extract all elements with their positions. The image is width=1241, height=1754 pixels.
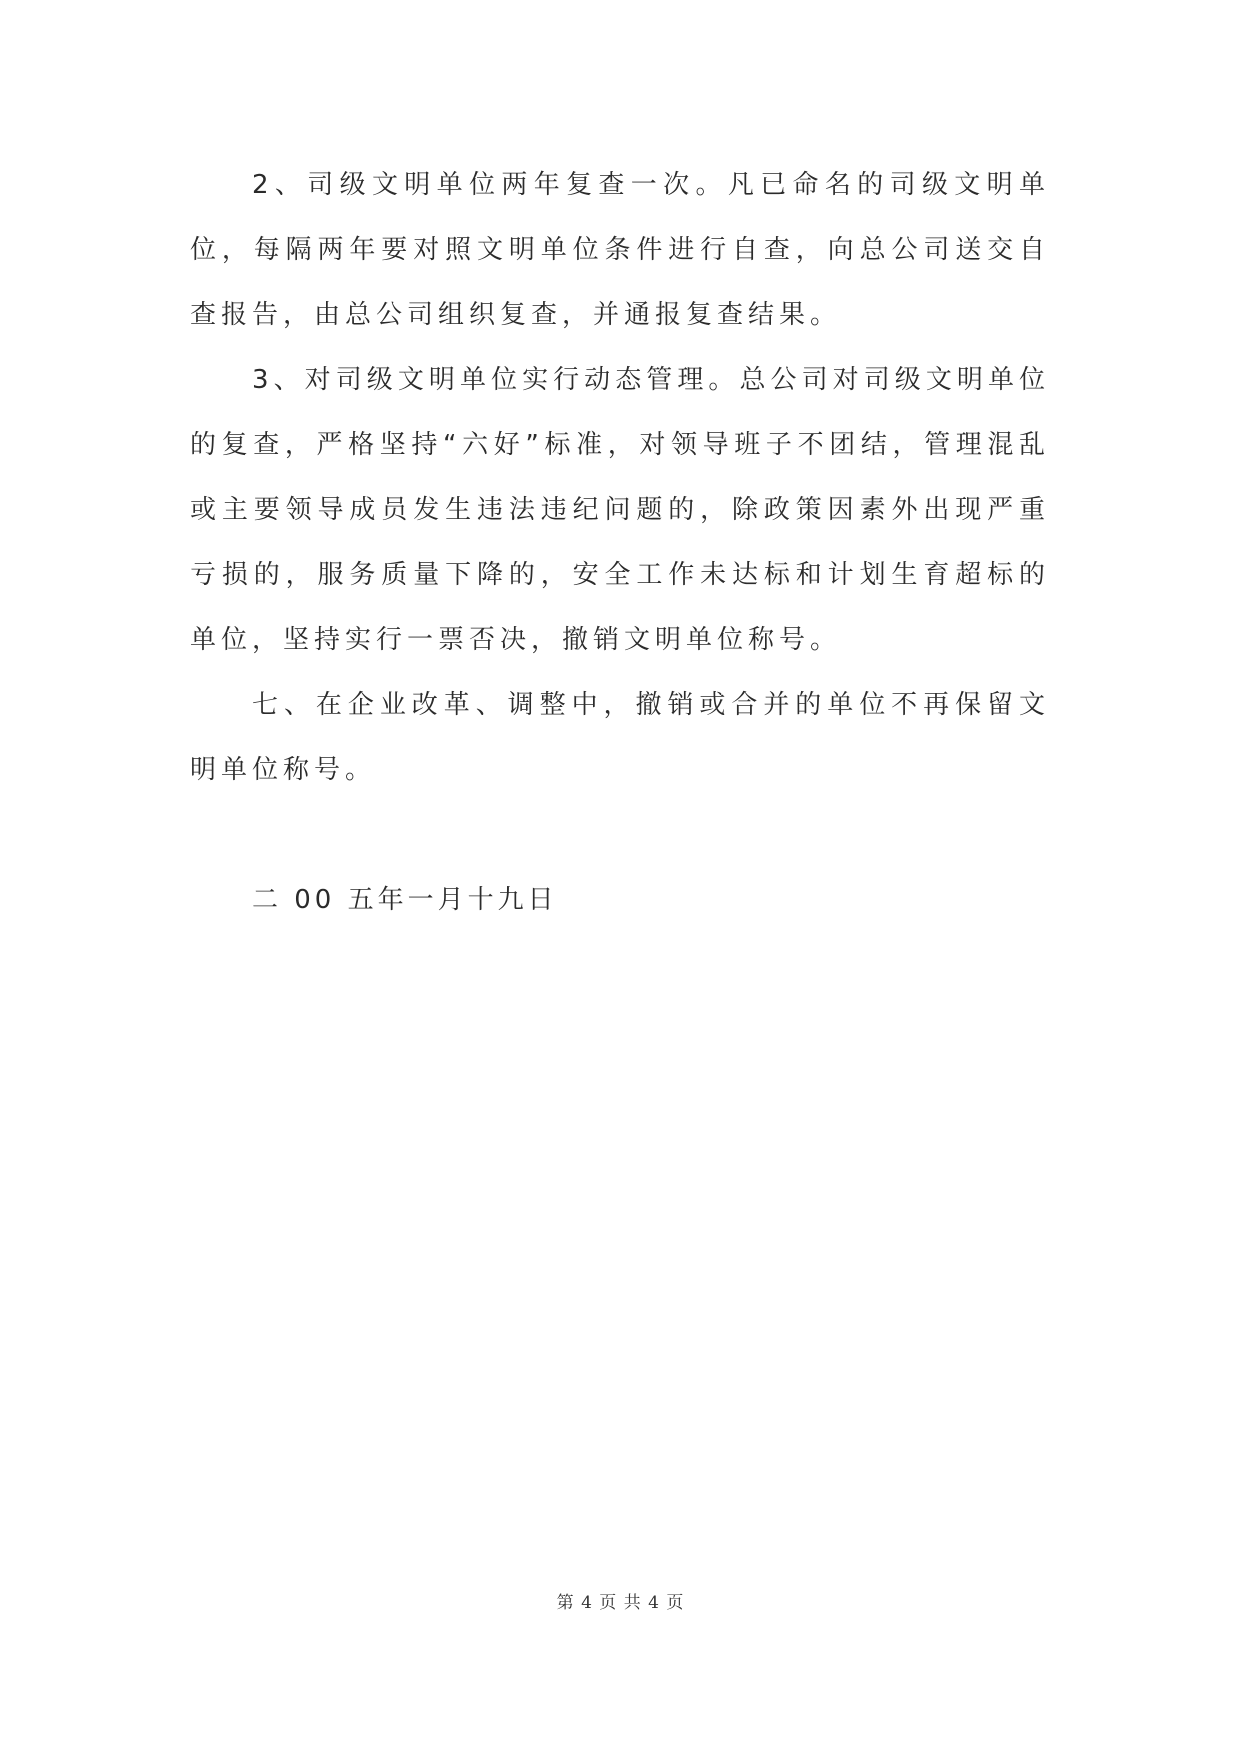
page-number-footer: 第 4 页 共 4 页: [556, 1593, 685, 1613]
paragraph-reform-adjustment: 七、在企业改革、调整中，撤销或合并的单位不再保留文明单位称号。: [190, 690, 1050, 785]
paragraph-review-cycle: 2、司级文明单位两年复查一次。凡已命名的司级文明单位，每隔两年要对照文明单位条件进行自查，向总公司送交自查报告，由总公司组织复查，并通报复查结果。: [190, 170, 1050, 330]
paragraph-dynamic-management: 3、对司级文明单位实行动态管理。总公司对司级文明单位的复查，严格坚持“六好”标准，对领导班子不团结，管理混乱或主要领导成员发生违法违纪问题的，除政策因素外出现严重亏损的，服务质量下降的，安全工作未达标和计划生育超标的单位，坚持实行一票否决，撤销文明单位称号。: [190, 365, 1050, 655]
document-date: 二 00 五年一月十九日: [252, 885, 558, 915]
document-body: [190, 153, 1050, 803]
